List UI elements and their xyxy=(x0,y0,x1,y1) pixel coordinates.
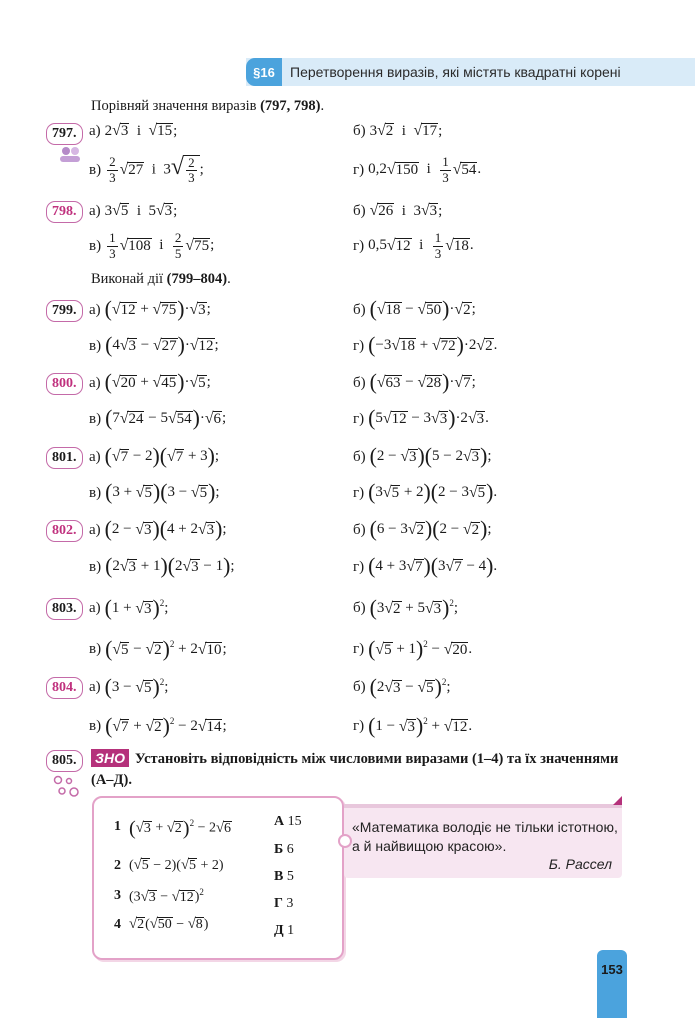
match-expression-1: 1 ( √ 3 + √ 2 )$^2$ − 2 √ 6 xyxy=(114,817,232,840)
match-expression-3: 3 (3 √ 3 − √ 12 )$^2$ xyxy=(114,887,204,905)
match-answer-b: Б 6 xyxy=(274,842,294,857)
expr-800-a: а) ( √ 20 + √ 45 )· √ 5 ; xyxy=(89,370,211,395)
quote-author: Б. Рассел xyxy=(548,856,612,872)
expr-798-g: г) 0,5 √ 12 і $\frac{1}{3}$ √ 18 . xyxy=(353,230,474,261)
expr-798-a: а) 3 √ 5 і 5 √ 3 ; xyxy=(89,201,178,219)
match-answer-d: Д 1 xyxy=(274,923,295,938)
problem-number-804: 804. xyxy=(46,677,83,699)
problem-number-801: 801. xyxy=(46,447,83,469)
task-805-text: ЗНО Установіть відповідність між числовими виразами (1–4) та їх значеннями (А–Д). xyxy=(91,750,619,788)
match-answer-g: Г 3 xyxy=(274,896,294,911)
section-header xyxy=(246,58,695,86)
expr-802-b: б) (6 − 3 √ 2 )(2 − √ 2 ); xyxy=(353,517,492,542)
problem-number-803: 803. xyxy=(46,598,83,620)
intro-compare: Порівняй значення виразів (797, 798). xyxy=(91,98,325,114)
pair-work-icon xyxy=(58,146,84,164)
expr-804-v: в) ( √ 7 + √ 2 )$^2$ − 2 √ 14 ; xyxy=(89,714,227,739)
expr-802-v: в) (2 √ 3 + 1)(2 √ 3 − 1); xyxy=(89,554,235,579)
expr-801-g: г) (3 √ 5 + 2)(2 − 3 √ 5 ). xyxy=(353,480,498,505)
match-answer-a: А 15 xyxy=(274,814,302,829)
problem-number-797: 797. xyxy=(46,123,83,145)
expr-803-g: г) ( √ 5 + 1)$^2$ − √ 20 . xyxy=(353,637,473,662)
expr-801-a: а) ( √ 7 − 2)( √ 7 + 3); xyxy=(89,444,220,469)
expr-797-g: г) 0,2 √ 150 і $\frac{1}{3}$ √ 54 . xyxy=(353,154,482,185)
expr-799-g: г) (−3 √ 18 + √ 72 )·2 √ 2 . xyxy=(353,333,498,358)
expr-802-g: г) (4 + 3 √ 7 )(3 √ 7 − 4). xyxy=(353,554,498,579)
expr-797-a: а) 2 √ 3 і √ 15 ; xyxy=(89,121,178,139)
expr-803-b: б) (3 √ 2 + 5 √ 3 )$^2$; xyxy=(353,596,459,621)
page-number: 153 xyxy=(597,950,627,1018)
match-answer-v: В 5 xyxy=(274,869,294,884)
expr-801-v: в) (3 + √ 5 )(3 − √ 5 ); xyxy=(89,480,220,505)
problem-number-798: 798. xyxy=(46,201,83,223)
expr-803-v: в) ( √ 5 − √ 2 )$^2$ + 2 √ 10 ; xyxy=(89,637,227,662)
expr-804-a: а) (3 − √ 5 )$^2$; xyxy=(89,675,169,700)
intro-compute: Виконай дії (799–804). xyxy=(91,271,231,287)
expr-803-a: а) (1 + √ 3 )$^2$; xyxy=(89,596,169,621)
match-expression-4: 4 √ 2 ( √ 50 − √ 8 ) xyxy=(114,916,209,933)
quote-connector-dot xyxy=(338,834,352,848)
zno-badge: ЗНО xyxy=(91,749,129,767)
problem-number-805: 805. xyxy=(46,750,83,772)
section-title: Перетворення виразів, які містять квадратні корені xyxy=(290,64,621,80)
expr-798-v: в) $\frac{1}{3}$ √ 108 і $\frac{2}{5}$ √ 75 ; xyxy=(89,230,215,261)
group-work-icon xyxy=(52,774,82,798)
expr-800-b: б) ( √ 63 − √ 28 )· √ 7 ; xyxy=(353,370,476,395)
match-expression-2: 2 ( √ 5 − 2)( √ 5 + 2) xyxy=(114,857,224,874)
problem-number-802: 802. xyxy=(46,520,83,542)
expr-800-g: г) (5 √ 12 − 3 √ 3 )·2 √ 3 . xyxy=(353,406,489,431)
expr-799-b: б) ( √ 18 − √ 50 )· √ 2 ; xyxy=(353,297,476,322)
expr-804-b: б) (2 √ 3 − √ 5 )$^2$; xyxy=(353,675,451,700)
expr-801-b: б) (2 − √ 3 )(5 − 2 √ 3 ); xyxy=(353,444,492,469)
expr-797-b: б) 3 √ 2 і √ 17 ; xyxy=(353,121,443,139)
expr-800-v: в) (7 √ 24 − 5 √ 54 )· √ 6 ; xyxy=(89,406,227,431)
quote-box xyxy=(344,808,622,878)
expr-797-v: в) $\frac{2}{3}$ √ 27 і 3 √ $\frac{2}{3}$ ; xyxy=(89,153,204,185)
expr-799-v: в) (4 √ 3 − √ 27 )· √ 12 ; xyxy=(89,333,219,358)
matching-box xyxy=(92,796,344,960)
problem-number-799: 799. xyxy=(46,300,83,322)
expr-804-g: г) (1 − √ 3 )$^2$ + √ 12 . xyxy=(353,714,473,739)
quote-top-bar xyxy=(344,804,622,808)
expr-798-b: б) √ 26 і 3 √ 3 ; xyxy=(353,201,443,219)
quote-corner-marker xyxy=(613,796,622,805)
section-number-badge: §16 xyxy=(246,58,282,86)
quote-text: «Математика володіє не тільки істотною, а й найвищою красою». xyxy=(352,819,618,854)
expr-802-a: а) (2 − √ 3 )(4 + 2 √ 3 ); xyxy=(89,517,227,542)
problem-number-800: 800. xyxy=(46,373,83,395)
expr-799-a: а) ( √ 12 + √ 75 )· √ 3 ; xyxy=(89,297,211,322)
